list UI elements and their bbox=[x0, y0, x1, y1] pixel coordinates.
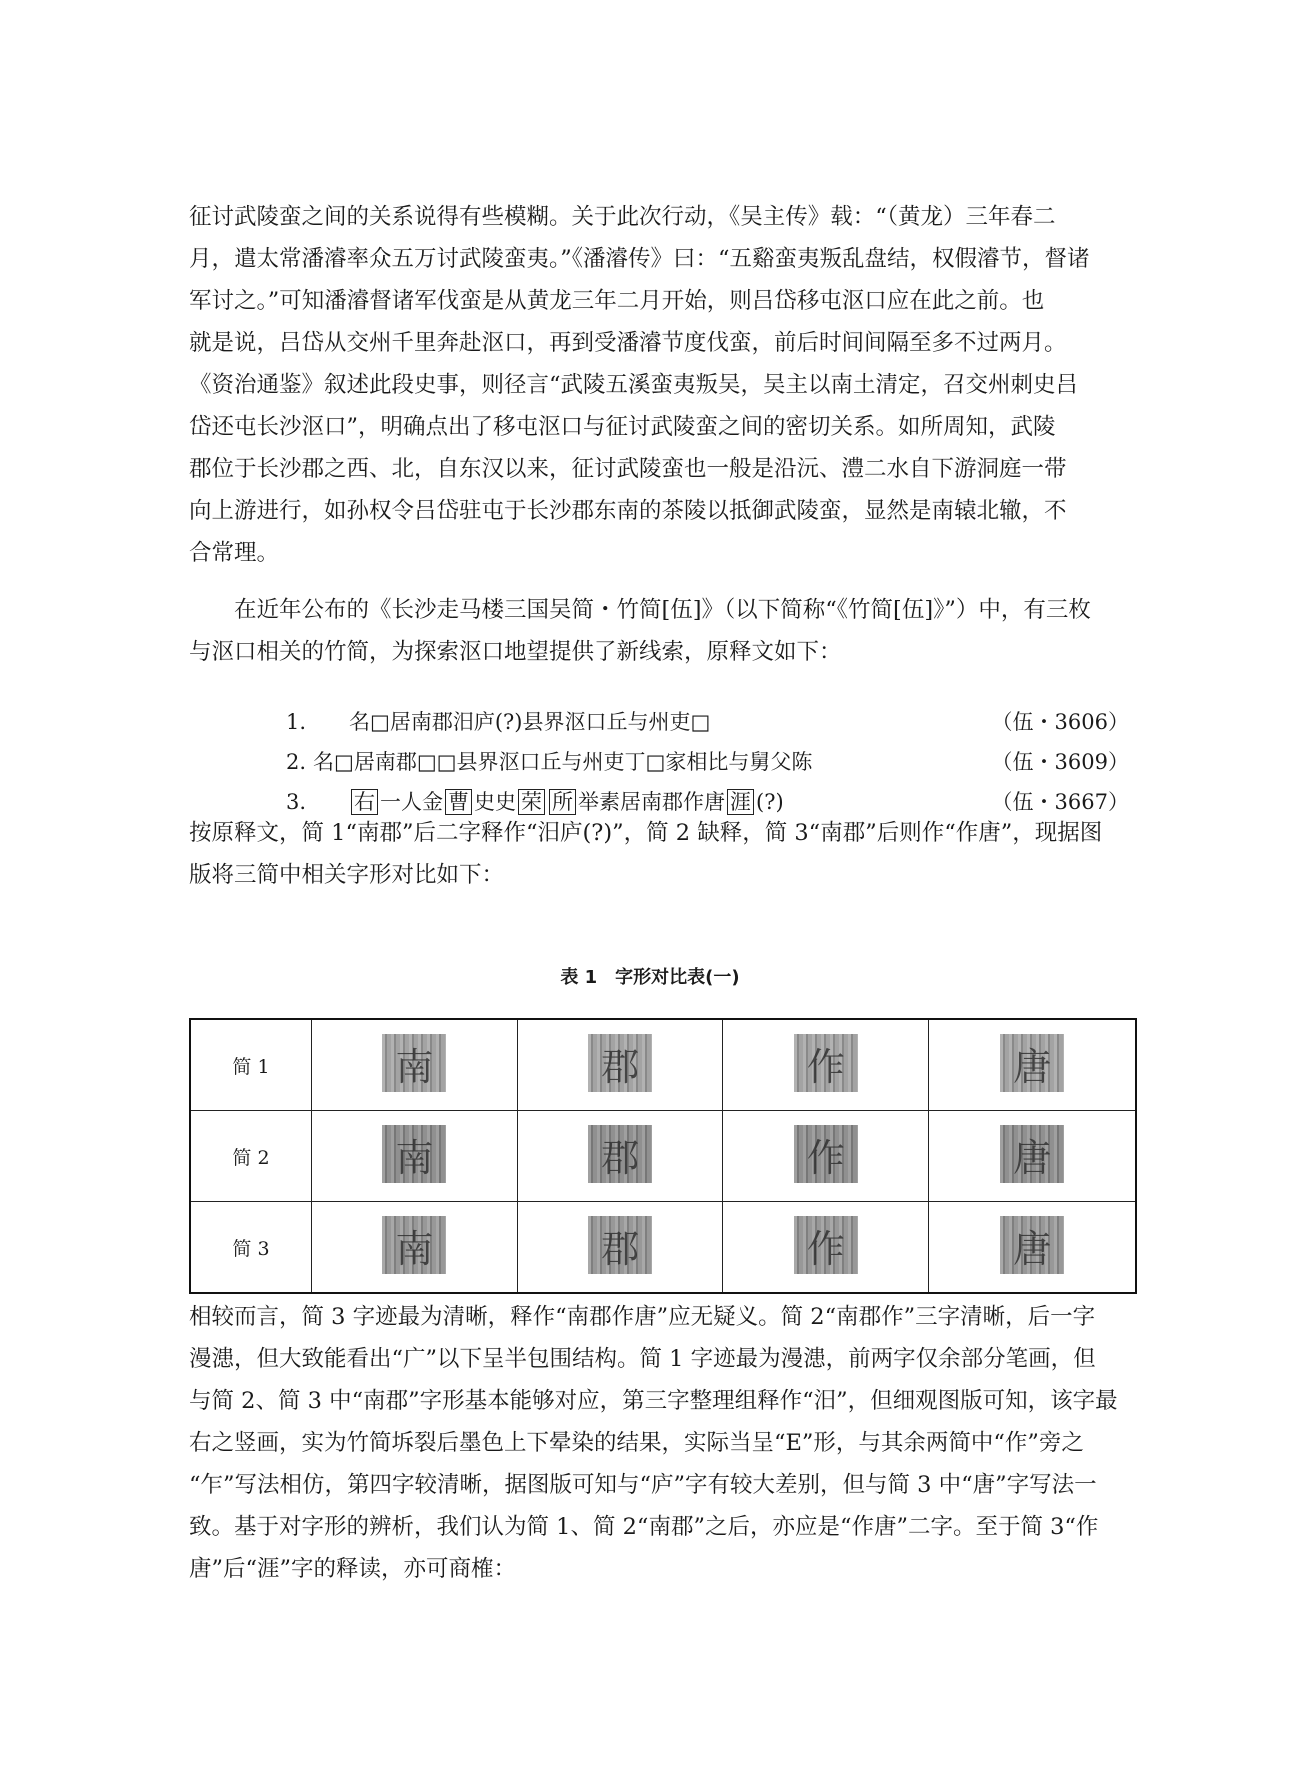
bamboo-slip-image bbox=[588, 1034, 652, 1092]
glyph-cell bbox=[517, 1019, 723, 1111]
glyph-cell bbox=[312, 1202, 518, 1294]
text-line: “乍”写法相仿，第四字较清晰，据图版可知与“庐”字有较大差别，但与简 3 中“唐”字写法一 bbox=[189, 1472, 1097, 1498]
text-line: 就是说，吕岱从交州千里奔赴沤口，再到受潘濬节度伐蛮，前后时间间隔至多不过两月。 bbox=[189, 330, 1067, 356]
glyph-cell bbox=[723, 1202, 929, 1294]
text-line: 与简 2、简 3 中“南郡”字形基本能够对应，第三字整理组释作“汨”，但细观图版可知，该字最 bbox=[189, 1388, 1118, 1414]
text-line: 按原释文，简 1“南郡”后二字释作“汨庐(?)”，简 2 缺释，简 3“南郡”后则作“作唐”，现据图 bbox=[189, 820, 1103, 846]
entry-number: 1. bbox=[286, 710, 307, 734]
bamboo-slip-image bbox=[1000, 1216, 1064, 1274]
text-line: 军讨之。”可知潘濬督诸军伐蛮是从黄龙三年二月开始，则吕岱移屯沤口应在此之前。也 bbox=[189, 288, 1045, 314]
entry-reference: （伍・3667） bbox=[991, 790, 1129, 814]
slip-glyph: 郡 bbox=[601, 1135, 640, 1180]
slip-glyph: 南 bbox=[395, 1226, 434, 1271]
boxed-character: 所 bbox=[549, 789, 576, 815]
slip-glyph: 南 bbox=[395, 1135, 434, 1180]
entry-text: 名□居南郡□□县界沤口丘与州吏丁□家相比与舅父陈 bbox=[313, 750, 813, 774]
table-row bbox=[190, 1202, 1136, 1294]
row-label: 简 3 bbox=[190, 1202, 312, 1294]
bamboo-slip-image bbox=[588, 1216, 652, 1274]
slip-entry-2 bbox=[189, 742, 1129, 782]
glyph-cell bbox=[723, 1019, 929, 1111]
boxed-character: 曹 bbox=[445, 789, 472, 815]
text-line: 月，遣太常潘濬率众五万讨武陵蛮夷。”《潘濬传》曰：“五谿蛮夷叛乱盘结，权假濬节，督诸 bbox=[189, 246, 1090, 272]
bamboo-slip-image bbox=[1000, 1034, 1064, 1092]
glyph-cell bbox=[517, 1202, 723, 1294]
bamboo-slip-image bbox=[382, 1034, 446, 1092]
slip-glyph: 郡 bbox=[601, 1044, 640, 1089]
entry-text: 名□居南郡汨庐(?)县界沤口丘与州吏□ bbox=[349, 710, 711, 734]
text-line: 唐”后“涯”字的释读，亦可商榷： bbox=[189, 1556, 517, 1582]
paragraph-3 bbox=[189, 812, 1129, 896]
entry-text-segment: 史史 bbox=[474, 790, 516, 814]
paragraph-2 bbox=[189, 589, 1129, 673]
entry-text-segment: 举素居南郡作唐 bbox=[578, 790, 725, 814]
bamboo-slip-image bbox=[794, 1034, 858, 1092]
slip-glyph: 南 bbox=[395, 1044, 434, 1089]
entry-reference: （伍・3606） bbox=[991, 710, 1129, 734]
text-line: 合常理。 bbox=[189, 540, 280, 566]
text-line: 版将三简中相关字形对比如下： bbox=[189, 862, 505, 888]
text-line: 致。基于对字形的辨析，我们认为简 1、简 2“南郡”之后，亦应是“作唐”二字。至于简 3“作 bbox=[189, 1514, 1099, 1540]
slip-glyph: 作 bbox=[806, 1135, 845, 1180]
text-line: 征讨武陵蛮之间的关系说得有些模糊。关于此次行动，《吴主传》载：“（黄龙）三年春二 bbox=[189, 204, 1056, 230]
bamboo-slip-image bbox=[1000, 1125, 1064, 1183]
slip-transcription-list bbox=[189, 702, 1129, 822]
text-line: 右之竖画，实为竹简坼裂后墨色上下晕染的结果，实际当呈“E”形，与其余两简中“作”旁之 bbox=[189, 1430, 1084, 1456]
entry-reference: （伍・3609） bbox=[991, 750, 1129, 774]
slip-glyph: 作 bbox=[806, 1044, 845, 1089]
bamboo-slip-image bbox=[794, 1216, 858, 1274]
table-row bbox=[190, 1019, 1136, 1111]
boxed-character: 荣 bbox=[518, 789, 545, 815]
entry-text-segment: (?) bbox=[756, 790, 784, 814]
glyph-cell bbox=[929, 1111, 1136, 1202]
row-label: 简 2 bbox=[190, 1111, 312, 1202]
text-line: 向上游进行，如孙权令吕岱驻屯于长沙郡东南的茶陵以抵御武陵蛮，显然是南辕北辙，不 bbox=[189, 498, 1067, 524]
slip-glyph: 唐 bbox=[1013, 1135, 1052, 1180]
table-row bbox=[190, 1111, 1136, 1202]
text-line: 相较而言，简 3 字迹最为清晰，释作“南郡作唐”应无疑义。简 2“南郡作”三字清晰，后一字 bbox=[189, 1304, 1096, 1330]
glyph-cell bbox=[929, 1019, 1136, 1111]
slip-entry-1 bbox=[189, 702, 1129, 742]
text-line: 郡位于长沙郡之西、北，自东汉以来，征讨武陵蛮也一般是沿沅、澧二水自下游洞庭一带 bbox=[189, 456, 1067, 482]
paragraph-1 bbox=[189, 196, 1129, 574]
glyph-comparison-table bbox=[189, 1018, 1137, 1294]
text-line: 漫漶，但大致能看出“广”以下呈半包围结构。简 1 字迹最为漫漶，前两字仅余部分笔画，但 bbox=[189, 1346, 1096, 1372]
boxed-character: 涯 bbox=[727, 789, 754, 815]
text-line: 岱还屯长沙沤口”，明确点出了移屯沤口与征讨武陵蛮之间的密切关系。如所周知，武陵 bbox=[189, 414, 1056, 440]
bamboo-slip-image bbox=[794, 1125, 858, 1183]
glyph-cell bbox=[929, 1202, 1136, 1294]
glyph-cell bbox=[517, 1111, 723, 1202]
text-line: 《资治通鉴》叙述此段史事，则径言“武陵五溪蛮夷叛吴，吴主以南土清定，召交州刺史吕 bbox=[189, 372, 1079, 398]
text-line: 与沤口相关的竹简，为探索沤口地望提供了新线索，原释文如下： bbox=[189, 639, 842, 665]
glyph-cell bbox=[723, 1111, 929, 1202]
text-line: 在近年公布的《长沙走马楼三国吴简・竹简[伍]》（以下简称“《竹简[伍]》”）中，有三枚 bbox=[189, 597, 1091, 623]
slip-glyph: 唐 bbox=[1013, 1226, 1052, 1271]
row-label: 简 1 bbox=[190, 1019, 312, 1111]
bamboo-slip-image bbox=[382, 1216, 446, 1274]
table-caption: 表 1 字形对比表(一) bbox=[560, 967, 740, 988]
bamboo-slip-image bbox=[588, 1125, 652, 1183]
boxed-character: 右 bbox=[351, 789, 378, 815]
entry-number: 2. bbox=[286, 750, 307, 774]
bamboo-slip-image bbox=[382, 1125, 446, 1183]
entry-number: 3. bbox=[286, 790, 307, 814]
glyph-cell bbox=[312, 1019, 518, 1111]
paragraph-4 bbox=[189, 1296, 1129, 1590]
slip-glyph: 作 bbox=[806, 1226, 845, 1271]
slip-glyph: 唐 bbox=[1013, 1044, 1052, 1089]
glyph-cell bbox=[312, 1111, 518, 1202]
entry-text-segment: 一人金 bbox=[380, 790, 443, 814]
slip-glyph: 郡 bbox=[601, 1226, 640, 1271]
